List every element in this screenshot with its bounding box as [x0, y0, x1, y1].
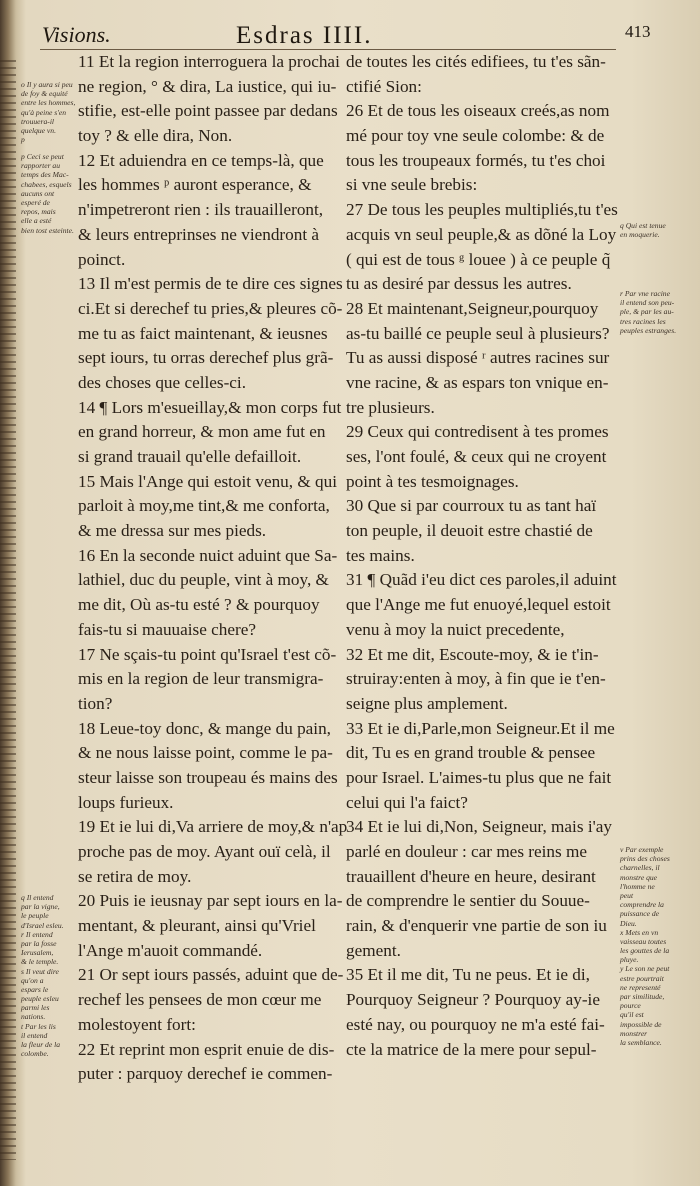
text-line: dit, Tu es en grand trouble & pensee [346, 743, 596, 763]
text-line: 27 De tous les peuples multipliés,tu t'es [346, 200, 618, 220]
note-line: qu'on a [21, 975, 44, 985]
text-line: stifie, est-elle point passee par dedans [78, 101, 338, 121]
text-line: de comprendre le sentier du Souue- [346, 891, 590, 911]
text-line: me dit, Où as-tu esté ? & pourquoy [78, 595, 320, 615]
text-line: 13 Il m'est permis de te dire ces signes [78, 274, 343, 294]
gutter-bleed [0, 60, 16, 1160]
note-line: quelque vn. [21, 125, 57, 135]
note-line: peuples estranges. [620, 325, 677, 335]
note-line: qu'il est [620, 1010, 644, 1020]
note-line: elle a esté [21, 216, 52, 226]
note-line: espars le [21, 984, 49, 994]
text-line: celui qui l'a faict? [346, 792, 468, 812]
note-line: ne representé [620, 982, 661, 992]
text-line: 26 Et de tous les oiseaux creés,as nom [346, 101, 610, 121]
note-line: v Par exemple [620, 845, 664, 854]
note-line: rapporter au [21, 161, 61, 171]
note-line: par la fosse [21, 938, 57, 948]
note-line: ple, & par les au- [620, 307, 674, 317]
text-line: 16 En la seconde nuict aduint que Sa- [78, 545, 338, 565]
text-line: rechef les pensees de mon cœur me [78, 990, 322, 1010]
text-line: 22 Et reprint mon esprit enuie de dis- [78, 1039, 335, 1059]
text-line: parloit à moy,me tint,& me conforta, [78, 496, 330, 516]
text-line: pour Israel. L'aimes-tu plus que ne fait [346, 767, 612, 787]
note-line: r Il entend [21, 929, 53, 939]
text-column-right [346, 50, 618, 1062]
text-line: fais-tu si mauuaise chere? [78, 619, 257, 639]
text-line: steur laisse son troupeau és mains des [78, 767, 338, 787]
note-line: parmi les [21, 1003, 50, 1013]
text-line: 31 ¶ Quãd i'eu dict ces paroles,il aduint [346, 570, 617, 590]
note-line: y Le son ne peut [620, 964, 670, 974]
note-line: monstrer [620, 1028, 648, 1038]
text-line: struiray:enten à moy, à fin que ie t'en- [346, 669, 606, 689]
note-line: peut [620, 890, 634, 900]
note-line: chabees, esquels [21, 179, 72, 189]
text-line: lathiel, duc du peuple, vint à moy, & [78, 570, 329, 590]
text-line: ci.Et si derechef tu pries,& pleures cõ- [78, 298, 343, 318]
text-line: & me dressa sur mes pieds. [78, 521, 267, 541]
text-line: & ne nous laisse point, comme le pa- [78, 743, 333, 763]
text-line: 21 Or sept iours passés, aduint que de- [78, 965, 344, 985]
text-line: molestoyent fort: [78, 1014, 196, 1034]
note-line: esperé de [21, 197, 50, 207]
text-line: point à tes tesmoignages. [346, 471, 519, 491]
note-line: les gouttes de la [620, 946, 670, 956]
note-line: il entend [21, 1030, 48, 1040]
note-line: il entend son peu- [620, 298, 675, 308]
note-line: comprendre la [620, 900, 664, 910]
margin-note-left [21, 80, 76, 144]
text-line: mé pour toy vne seule colombe: & de [346, 126, 605, 146]
note-line: s Il veut dire [21, 966, 59, 976]
note-line: tres racines les [620, 316, 666, 326]
text-line: sept iours, tu orras derechef plus grã- [78, 348, 334, 368]
text-line: ton peuple, il deuoit estre chastié de [346, 521, 593, 541]
text-line: esté nay, ou pourquoy ne m'a esté fai- [346, 1014, 605, 1034]
note-line: repos, mais [21, 207, 56, 217]
margin-note-right [620, 845, 698, 1047]
note-line: entre les hommes, [21, 98, 76, 108]
text-line: loups furieux. [78, 792, 174, 812]
note-line: d'Israel esleu. [21, 920, 64, 930]
text-line: 33 Et ie di,Parle,mon Seigneur.Et il me [346, 718, 615, 738]
note-line: colombe. [21, 1049, 49, 1059]
text-line: poinct. [78, 249, 126, 269]
note-line: aucuns ont [21, 188, 55, 198]
note-line: nations. [21, 1012, 46, 1022]
text-line: 20 Puis ie ieusnay par sept iours en la- [78, 891, 343, 911]
note-line: pource [620, 1001, 641, 1011]
text-line: venu à moy la nuict precedente, [346, 619, 565, 639]
note-line: par similitude, [620, 992, 665, 1001]
text-line: Pourquoy Seigneur ? Pourquoy ay-ie [346, 990, 600, 1010]
text-line: Tu as aussi disposé ʳ autres racines sur [346, 348, 610, 368]
text-line: tes mains. [346, 545, 415, 565]
text-line: 11 Et la region interroguera la prochai [78, 52, 340, 71]
text-line: 29 Ceux qui contredisent à tes promes [346, 422, 609, 442]
text-line: 28 Et maintenant,Seigneur,pourquoy [346, 298, 599, 318]
note-line: prins des choses [620, 854, 670, 864]
note-line: Dieu. [620, 918, 637, 928]
text-line: puter : parquoy derechef ie commen- [78, 1064, 333, 1084]
note-line: x Mets en vn [620, 927, 659, 937]
running-head-left: Visions. [42, 22, 111, 47]
note-line: p Ceci se peut [21, 152, 64, 161]
text-line: 19 Et ie lui di,Va arriere de moy,& n'ap [78, 817, 348, 837]
margin-note-right [620, 289, 698, 335]
text-line: rain, & d'enquerir vne partie de son iu [346, 916, 607, 936]
text-line: 34 Et ie lui di,Non, Seigneur, mais i'ay [346, 817, 612, 837]
text-line: l'Ange m'auoit commandé. [78, 940, 263, 960]
text-line: parlé en douleur : car mes reins me [346, 842, 588, 861]
running-head-title: Esdras IIII. [236, 22, 373, 49]
note-line: q Il entend [21, 893, 54, 902]
note-line: la semblance. [620, 1037, 662, 1047]
text-column-left [78, 50, 348, 1087]
note-line: p [21, 135, 25, 145]
text-line: toy ? & elle dira, Non. [78, 126, 233, 146]
note-line: Ierusalem, [21, 948, 54, 958]
note-line: impossible de [620, 1019, 662, 1029]
text-line: si vne seule brebis: [346, 175, 478, 195]
text-line: des choses que celles-ci. [78, 372, 246, 392]
note-line: q Qui est tenue [620, 221, 666, 230]
note-line: estre pourtrait [620, 973, 664, 983]
text-line: as-tu baillé ce peuple seul à plusieurs? [346, 323, 610, 343]
note-line: en moquerie. [620, 230, 660, 240]
text-line: 17 Ne sçais-tu point qu'Israel t'est cõ- [78, 644, 337, 664]
note-line: qu'à peine s'en [21, 107, 67, 117]
text-line: 32 Et me dit, Escoute-moy, & ie t'in- [346, 644, 599, 664]
text-line: que l'Ange me fut enuoyé,lequel estoit [346, 595, 611, 615]
text-line: 15 Mais l'Ange qui estoit venu, & qui [78, 471, 337, 491]
text-line: ( qui est de tous ᵍ louee ) à ce peuple q̃ [346, 249, 611, 269]
text-line: 12 Et aduiendra en ce temps-là, que [78, 150, 324, 170]
text-line: ctifié Sion: [346, 76, 422, 96]
text-line: gement. [346, 940, 401, 960]
text-line: 18 Leue-toy donc, & mange du pain, [78, 718, 331, 738]
note-line: o Il y aura si peu [21, 80, 73, 89]
text-line: ne region, ° & dira, La iustice, qui iu- [78, 76, 337, 96]
note-line: charnelles, il [620, 863, 660, 873]
text-line: & leurs entreprinses ne viendront à [78, 224, 320, 244]
text-line: mentant, & pleurant, ainsi qu'Vriel [78, 916, 316, 936]
text-line: 30 Que si par courroux tu as tant haï [346, 496, 597, 516]
note-line: peuple esleu [21, 994, 59, 1004]
text-line: de toutes les cités edifiees, tu t'es sãn- [346, 52, 606, 71]
text-line: 35 Et il me dit, Tu ne peus. Et ie di, [346, 965, 590, 985]
text-line: cte la matrice de la mere pour sepul- [346, 1039, 597, 1059]
text-line: se retira de moy. [78, 866, 192, 886]
note-line: puissance de [620, 909, 660, 919]
note-line: monstre que [620, 872, 658, 882]
note-line: par la vigne, [21, 902, 60, 912]
text-line: me tu as faict maintenant, & ieusnes [78, 323, 328, 343]
text-line: mis en la region de leur transmigra- [78, 669, 324, 689]
text-line: acquis vn seul peuple,& as dõné la Loy [346, 224, 617, 244]
text-line: tion? [78, 693, 113, 713]
text-line: n'impetreront rien : ils trauailleront, [78, 200, 324, 220]
text-line: trauaillent d'heure en heure, desirant [346, 866, 596, 886]
note-line: bien tost esteinte. [21, 225, 74, 235]
note-line: r Par vne racine [620, 289, 670, 298]
note-line: de foy & equité [21, 89, 68, 99]
margin-note-left [21, 893, 76, 1058]
text-line: seigne plus amplement. [346, 693, 508, 713]
note-line: t Par les lis [21, 1021, 56, 1031]
margin-note-right [620, 221, 698, 239]
text-line: tous les troupeaux formés, tu t'es choi [346, 150, 606, 170]
note-line: trouuera-il [21, 116, 55, 126]
note-line: pluye. [620, 955, 639, 965]
note-line: temps des Mac- [21, 170, 69, 180]
note-line: la fleur de la [21, 1040, 61, 1049]
note-line: vaisseau toutes [620, 936, 667, 946]
note-line: l'homme ne [620, 881, 655, 891]
text-line: les hommes ᵖ auront esperance, & [78, 175, 312, 195]
text-line: proche pas de moy. Ayant ouï celà, il [78, 842, 331, 861]
text-line: en grand horreur, & mon ame fut en [78, 422, 326, 442]
text-line: tre plusieurs. [346, 397, 435, 417]
note-line: & le temple. [21, 957, 59, 967]
text-line: vne racine, & as espars ton vnique en- [346, 372, 609, 392]
text-line: ses, l'ont foulé, & ceux qui ne croyent [346, 447, 607, 466]
text-line: si grand trauail qu'elle defailloit. [78, 447, 302, 466]
text-line: 14 ¶ Lors m'esueillay,& mon corps fut [78, 397, 342, 417]
note-line: le peuple [21, 911, 49, 921]
margin-note-left [21, 152, 76, 235]
page-number: 413 [625, 22, 651, 41]
text-line: tu as desiré par dessus les autres. [346, 274, 572, 294]
